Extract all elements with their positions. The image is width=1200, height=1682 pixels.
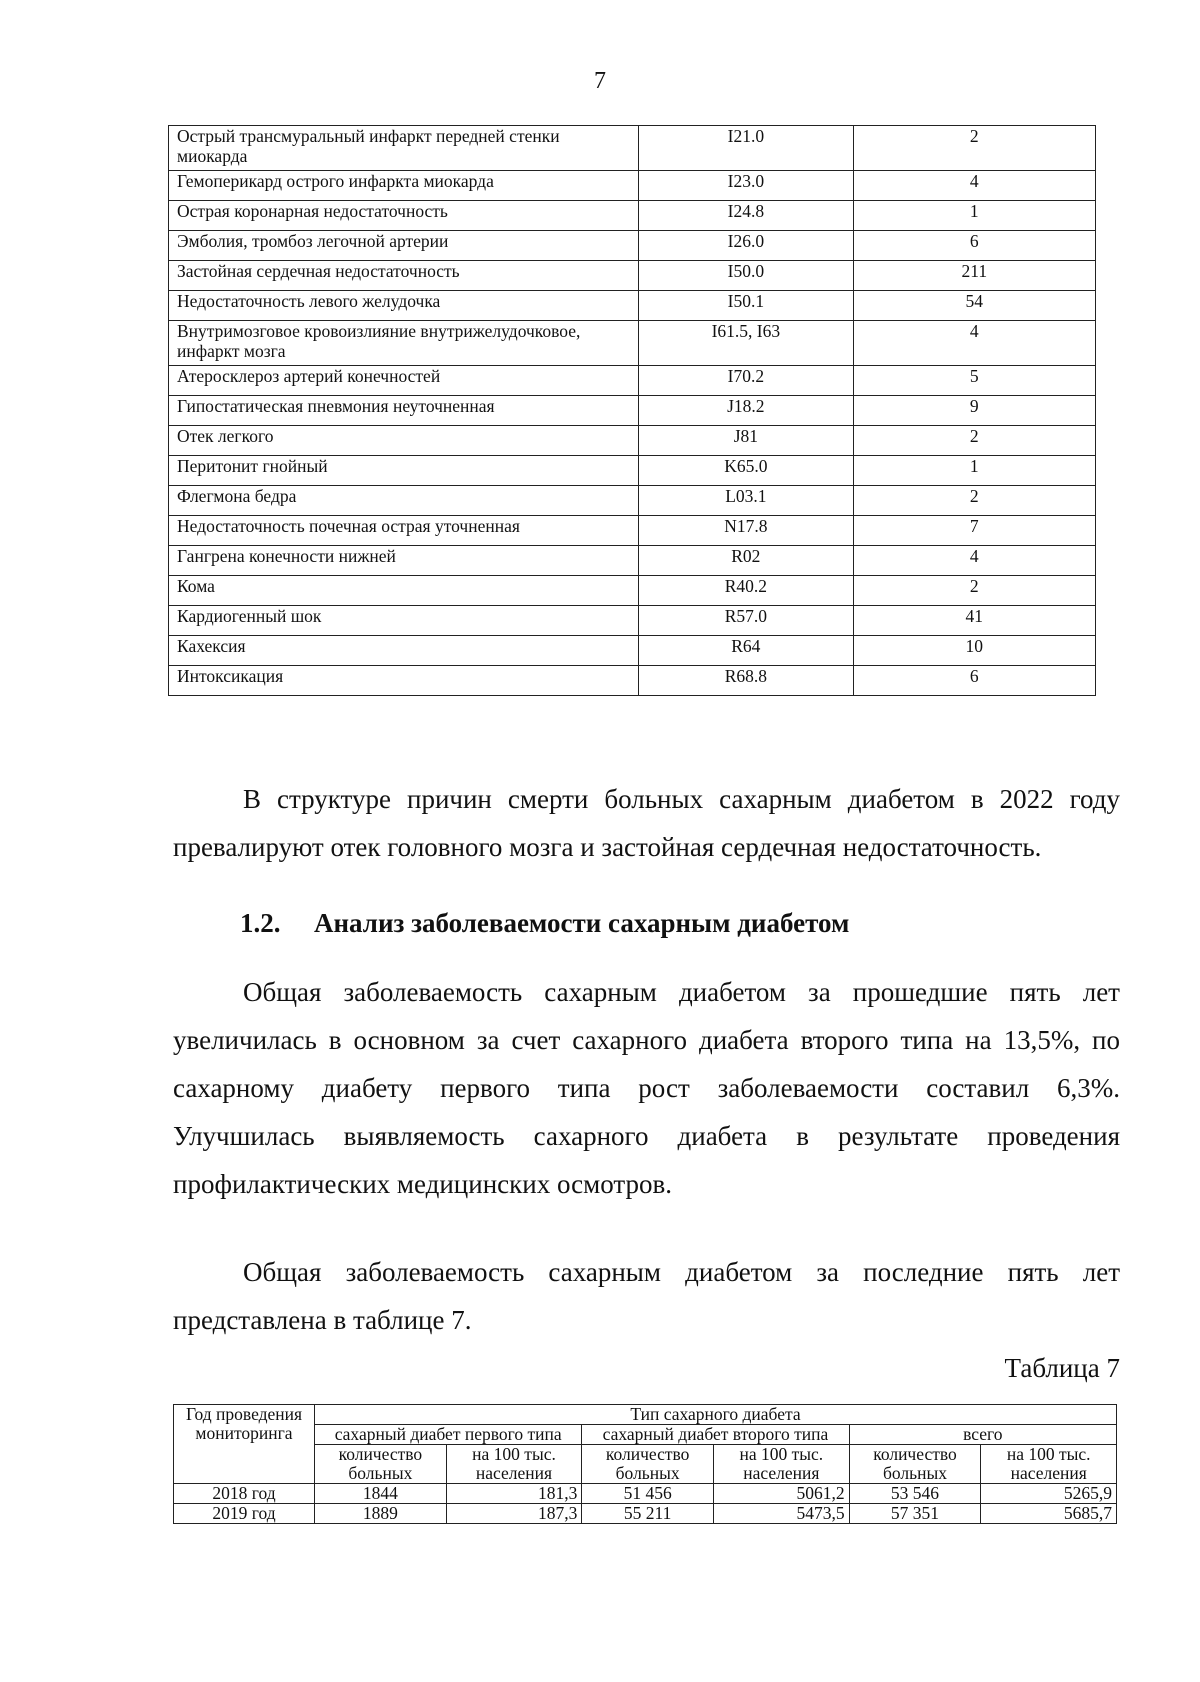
count-cell: 6 xyxy=(853,666,1095,696)
icd-code-cell: R64 xyxy=(639,636,854,666)
header-year: Год проведения мониторинга xyxy=(174,1405,315,1484)
cause-cell: Недостаточность почечная острая уточненная xyxy=(169,516,639,546)
count-cell: 2 xyxy=(853,576,1095,606)
table-row xyxy=(169,516,1096,546)
icd-code-cell: I61.5, I63 xyxy=(639,321,854,366)
header-per100k: на 100 тыс. населения xyxy=(446,1445,582,1484)
cause-cell: Интоксикация xyxy=(169,666,639,696)
header-type2: сахарный диабет второго типа xyxy=(582,1425,849,1445)
cause-cell: Кома xyxy=(169,576,639,606)
cause-cell: Кахексия xyxy=(169,636,639,666)
icd-code-cell: I26.0 xyxy=(639,231,854,261)
table-row xyxy=(169,666,1096,696)
count-cell: 7 xyxy=(853,516,1095,546)
table-row xyxy=(169,261,1096,291)
table-header-row xyxy=(174,1445,1117,1484)
table-row xyxy=(169,291,1096,321)
cause-cell: Гипостатическая пневмония неуточненная xyxy=(169,396,639,426)
icd-code-cell: L03.1 xyxy=(639,486,854,516)
icd-code-cell: I21.0 xyxy=(639,126,854,171)
cause-cell: Перитонит гнойный xyxy=(169,456,639,486)
paragraph-death-structure xyxy=(173,775,1120,871)
total-per100k-cell: 5685,7 xyxy=(981,1504,1117,1524)
table-row xyxy=(174,1504,1117,1524)
header-per100k: на 100 тыс. населения xyxy=(981,1445,1117,1484)
type1-count-cell: 1889 xyxy=(315,1504,447,1524)
paragraph-text: В структуре причин смерти больных сахарным диабетом в 2022 году превалируют отек головного мозга и застойная сердечная недостаточность. xyxy=(173,784,1120,862)
table-row xyxy=(169,201,1096,231)
year-cell: 2019 год xyxy=(174,1504,315,1524)
table-row xyxy=(169,426,1096,456)
icd-code-cell: J81 xyxy=(639,426,854,456)
table-header-row xyxy=(174,1425,1117,1445)
causes-of-death-table xyxy=(168,125,1096,696)
count-cell: 4 xyxy=(853,321,1095,366)
page-number: 7 xyxy=(594,68,606,94)
count-cell: 211 xyxy=(853,261,1095,291)
table-row xyxy=(169,321,1096,366)
paragraph-incidence-growth xyxy=(173,968,1120,1208)
count-cell: 54 xyxy=(853,291,1095,321)
count-cell: 1 xyxy=(853,201,1095,231)
table-row xyxy=(169,636,1096,666)
table-row xyxy=(169,546,1096,576)
year-cell: 2018 год xyxy=(174,1484,315,1504)
icd-code-cell: R40.2 xyxy=(639,576,854,606)
count-cell: 2 xyxy=(853,126,1095,171)
icd-code-cell: I23.0 xyxy=(639,171,854,201)
cause-cell: Гемоперикард острого инфаркта миокарда xyxy=(169,171,639,201)
header-count: количество больных xyxy=(582,1445,714,1484)
total-count-cell: 57 351 xyxy=(849,1504,981,1524)
type1-count-cell: 1844 xyxy=(315,1484,447,1504)
table-row xyxy=(169,126,1096,171)
table-row xyxy=(169,606,1096,636)
type2-per100k-cell: 5473,5 xyxy=(714,1504,850,1524)
cause-cell: Внутримозговое кровоизлияние внутрижелудочковое, инфаркт мозга xyxy=(169,321,639,366)
table-row xyxy=(169,576,1096,606)
section-heading xyxy=(240,908,849,939)
section-number: 1.2. xyxy=(240,908,281,938)
icd-code-cell: I24.8 xyxy=(639,201,854,231)
diabetes-incidence-table xyxy=(173,1404,1117,1524)
icd-code-cell: R68.8 xyxy=(639,666,854,696)
table-header-row xyxy=(174,1405,1117,1425)
cause-cell: Кардиогенный шок xyxy=(169,606,639,636)
count-cell: 2 xyxy=(853,486,1095,516)
table-row xyxy=(169,456,1096,486)
type2-count-cell: 55 211 xyxy=(582,1504,714,1524)
cause-cell: Застойная сердечная недостаточность xyxy=(169,261,639,291)
table-caption: Таблица 7 xyxy=(1004,1353,1120,1383)
header-per100k: на 100 тыс. населения xyxy=(714,1445,850,1484)
icd-code-cell: R02 xyxy=(639,546,854,576)
icd-code-cell: N17.8 xyxy=(639,516,854,546)
cause-cell: Острая коронарная недостаточность xyxy=(169,201,639,231)
icd-code-cell: R57.0 xyxy=(639,606,854,636)
icd-code-cell: J18.2 xyxy=(639,396,854,426)
icd-code-cell: I50.0 xyxy=(639,261,854,291)
table-row xyxy=(169,171,1096,201)
icd-code-cell: K65.0 xyxy=(639,456,854,486)
type2-count-cell: 51 456 xyxy=(582,1484,714,1504)
count-cell: 1 xyxy=(853,456,1095,486)
table-row xyxy=(174,1484,1117,1504)
header-total: всего xyxy=(849,1425,1116,1445)
header-count: количество больных xyxy=(849,1445,981,1484)
type1-per100k-cell: 181,3 xyxy=(446,1484,582,1504)
total-per100k-cell: 5265,9 xyxy=(981,1484,1117,1504)
type1-per100k-cell: 187,3 xyxy=(446,1504,582,1524)
cause-cell: Острый трансмуральный инфаркт передней стенки миокарда xyxy=(169,126,639,171)
section-title: Анализ заболеваемости сахарным диабетом xyxy=(314,908,850,938)
cause-cell: Атеросклероз артерий конечностей xyxy=(169,366,639,396)
cause-cell: Недостаточность левого желудочка xyxy=(169,291,639,321)
type2-per100k-cell: 5061,2 xyxy=(714,1484,850,1504)
count-cell: 10 xyxy=(853,636,1095,666)
count-cell: 5 xyxy=(853,366,1095,396)
count-cell: 4 xyxy=(853,546,1095,576)
table-row xyxy=(169,366,1096,396)
table-row xyxy=(169,396,1096,426)
count-cell: 41 xyxy=(853,606,1095,636)
table-row xyxy=(169,486,1096,516)
cause-cell: Гангрена конечности нижней xyxy=(169,546,639,576)
header-count: количество больных xyxy=(315,1445,447,1484)
header-diabetes-type: Тип сахарного диабета xyxy=(315,1405,1117,1425)
icd-code-cell: I70.2 xyxy=(639,366,854,396)
cause-cell: Флегмона бедра xyxy=(169,486,639,516)
count-cell: 2 xyxy=(853,426,1095,456)
paragraph-text: Общая заболеваемость сахарным диабетом за прошедшие пять лет увеличилась в основном за счет сахарного диабета второго типа на 13,5%, по сахарному диабету первого типа рост заболеваемости составил 6,3%. Улучшилась выявляемость сахарного диабета в результате проведения профилактических медицинских осмотров. xyxy=(173,977,1120,1199)
paragraph-table-reference xyxy=(173,1248,1120,1344)
total-count-cell: 53 546 xyxy=(849,1484,981,1504)
count-cell: 9 xyxy=(853,396,1095,426)
cause-cell: Отек легкого xyxy=(169,426,639,456)
header-type1: сахарный диабет первого типа xyxy=(315,1425,582,1445)
table-row xyxy=(169,231,1096,261)
cause-cell: Эмболия, тромбоз легочной артерии xyxy=(169,231,639,261)
icd-code-cell: I50.1 xyxy=(639,291,854,321)
paragraph-text: Общая заболеваемость сахарным диабетом за последние пять лет представлена в таблице 7. xyxy=(173,1257,1120,1335)
count-cell: 6 xyxy=(853,231,1095,261)
count-cell: 4 xyxy=(853,171,1095,201)
